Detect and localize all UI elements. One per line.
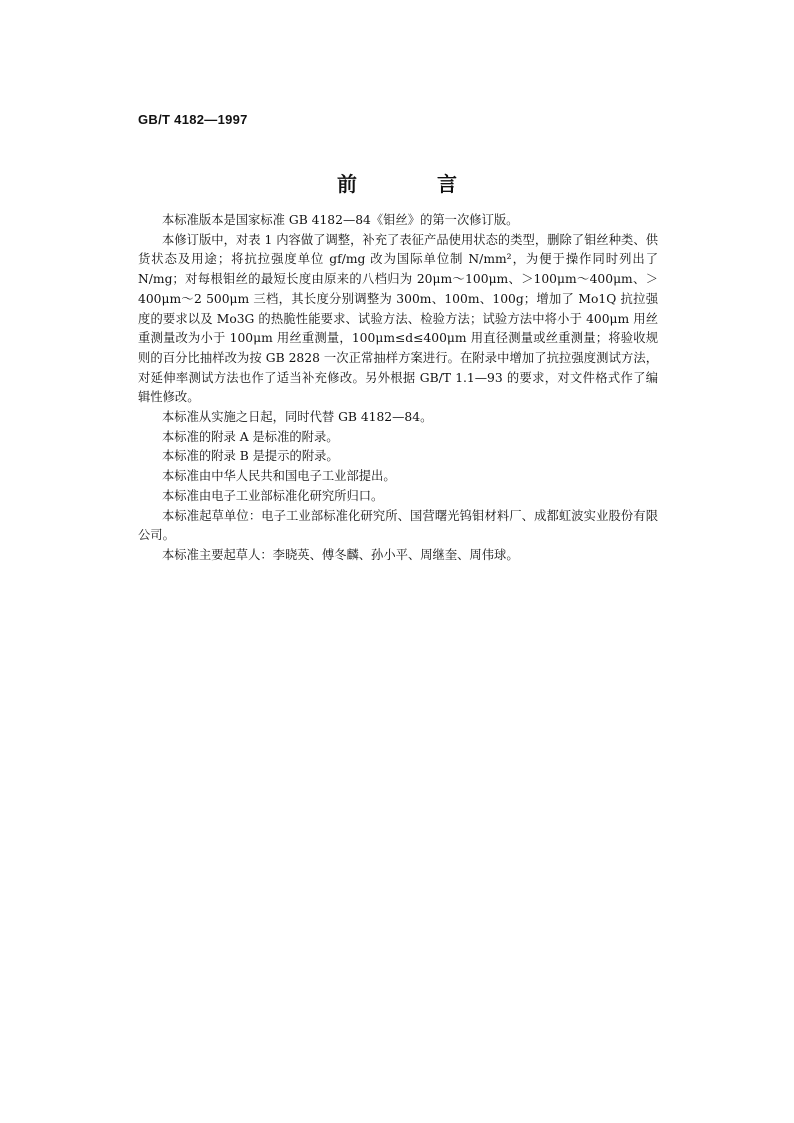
paragraph-drafting-units: 本标准起草单位：电子工业部标准化研究所、国营曙光钨钼材料厂、成都虹波实业股份有限公司。 (138, 508, 658, 543)
paragraph-annex-a: 本标准的附录 A 是标准的附录。 (162, 429, 339, 444)
paragraph-changes: 本修订版中，对表 1 内容做了调整，补充了表征产品使用状态的类型，删除了钼丝种类、供货状态及用途；将抗拉强度单位 gf/mg 改为国际单位制 N/mm²，为便于操作同时列出了 N/mg；对每根钼丝的最短长度由原来的八档归为 20μm～100μm、＞100μm～400μm、＞400μm～2 500μm 三档，其长度分别调整为 300m、100m、100g；增加了 Mo1Q 抗拉强度的要求以及 Mo3G 的热脆性能要求、试验方法、检验方法；试验方法中将小于 400μm 用丝重测量改为小于 100μm 用丝重测量，100μm≤d≤400μm 用直径测量或丝重测量；将验收规则的百分比抽样改为按 GB 2828 一次正常抽样方案进行。在附录中增加了抗拉强度测试方法，对延伸率测试方法也作了适当补充修改。另外根据 GB/T 1.1—93 的要求，对文件格式作了编辑性修改。 (138, 232, 658, 405)
paragraph-centralized-by: 本标准由电子工业部标准化研究所归口。 (162, 488, 384, 503)
foreword-body (138, 211, 658, 566)
paragraph-revision-note: 本标准版本是国家标准 GB 4182—84《钼丝》的第一次修订版。 (162, 213, 519, 227)
paragraph-annex-b: 本标准的附录 B 是提示的附录。 (162, 449, 339, 464)
standard-code: GB/T 4182—1997 (138, 112, 248, 127)
page-title: 前 言 (337, 172, 487, 196)
paragraph-replaces: 本标准从实施之日起，同时代替 GB 4182—84。 (162, 410, 433, 425)
paragraph-drafters: 本标准主要起草人：李晓英、傅冬麟、孙小平、周继奎、周伟球。 (162, 547, 519, 562)
paragraph-proposed-by: 本标准由中华人民共和国电子工业部提出。 (162, 469, 396, 484)
